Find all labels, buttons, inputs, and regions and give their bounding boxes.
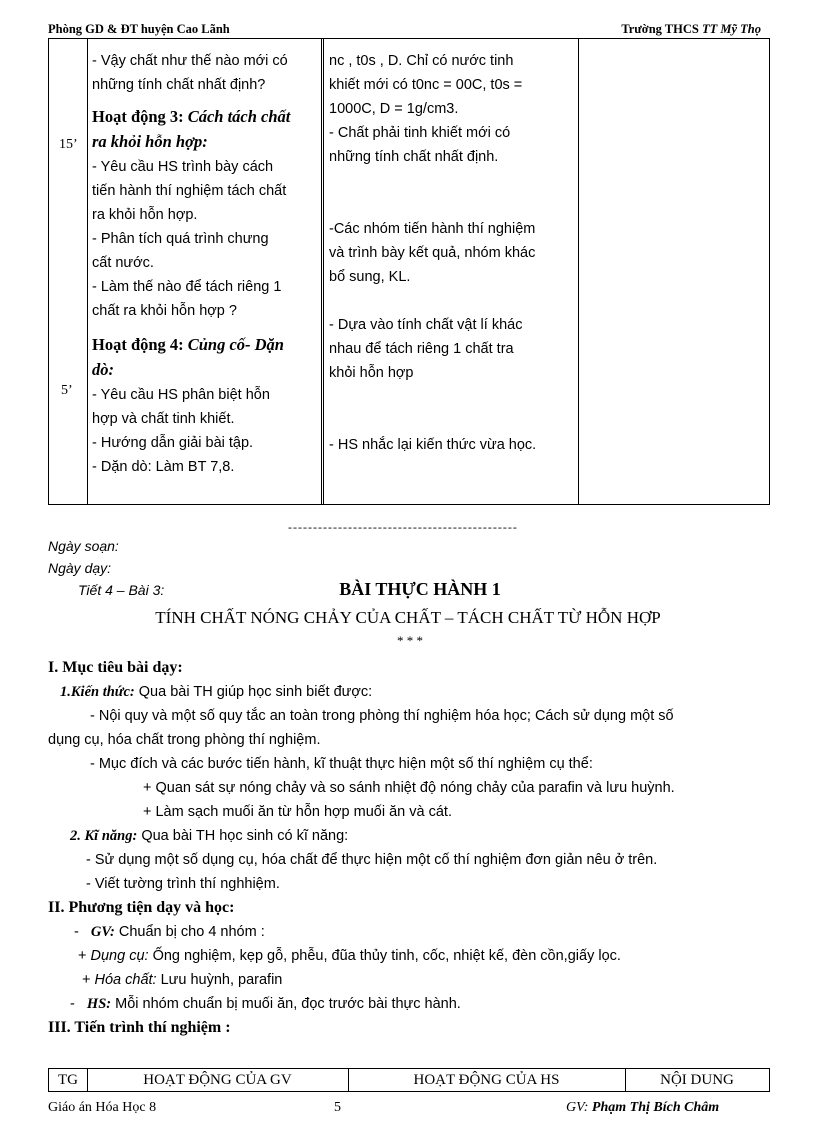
prep-date: Ngày soạn: — [48, 538, 119, 554]
skills-label: 2. Kĩ năng: — [70, 828, 138, 844]
skills-intro: Qua bài TH học sinh có kĩ năng: — [137, 828, 349, 844]
text-line: 1000C, D = 1g/cm3. — [329, 101, 459, 117]
activity-4-title-cont: dò: — [92, 360, 114, 379]
knowledge-intro: Qua bài TH giúp học sinh biết được: — [134, 684, 373, 700]
chemicals-text: Lưu huỳnh, parafin — [156, 972, 283, 988]
text-line: - Dựa vào tính chất vật lí khác — [329, 317, 523, 333]
student-prep-text: Mỗi nhóm chuẩn bị muối ăn, đọc trước bài thực hành. — [111, 996, 461, 1012]
text-line: - Làm thế nào để tách riêng 1 — [92, 279, 282, 295]
activity-3-label: Hoạt động 3: — [92, 107, 184, 126]
activity-table-continued — [48, 39, 770, 505]
activity-3-title: Cách tách chất — [187, 107, 291, 126]
header-school-name: TT Mỹ Thọ — [701, 22, 761, 36]
text-line: chất ra khỏi hỗn hợp ? — [92, 303, 237, 319]
text-line: khiết mới có t0nc = 00C, t0s = — [329, 77, 523, 93]
text-line: nhau để tách riêng 1 chất tra — [329, 341, 514, 357]
section-3-heading: III. Tiến trình thí nghiệm : — [48, 1019, 231, 1036]
table-divider — [87, 39, 88, 504]
text-line: dụng cụ, hóa chất trong phòng thí nghiệm. — [48, 732, 321, 748]
footer-teacher-name: Phạm Thị Bích Châm — [591, 1100, 720, 1115]
text-line: khỏi hỗn hợp — [329, 365, 414, 381]
header-right — [621, 22, 761, 37]
text-line: + Làm sạch muối ăn từ hỗn hợp muối ăn và cát. — [143, 804, 452, 820]
text-line: - Yêu cầu HS phân biệt hỗn — [92, 387, 270, 403]
column-header-content: NỘI DUNG — [660, 1072, 734, 1088]
section-separator: ---------------------------------------------- — [288, 520, 518, 534]
table-divider — [321, 39, 324, 504]
time-cell: 15’ — [59, 137, 78, 152]
equipment-label: Dụng cụ: — [90, 948, 149, 964]
text-line: - Hướng dẫn giải bài tập. — [92, 435, 254, 451]
teacher-prep-text: Chuẩn bị cho 4 nhóm : — [114, 924, 265, 940]
column-header-teacher: HOẠT ĐỘNG CỦA GV — [143, 1072, 292, 1088]
text-line: những tính chất nhất định. — [329, 149, 499, 165]
activity-4-label: Hoạt động 4: — [92, 335, 184, 354]
text-line: - Chất phải tinh khiết mới có — [329, 125, 511, 141]
title-ornament: * * * — [397, 633, 423, 648]
time-cell: 5’ — [61, 383, 73, 398]
text-line: - Vậy chất như thế nào mới có — [92, 53, 288, 69]
text-line: - Mục đích và các bước tiến hành, kĩ thuật thực hiện một số thí nghiệm cụ thể: — [90, 756, 593, 772]
teacher-activity-cell — [92, 49, 320, 479]
text-line: ra khỏi hỗn hợp. — [92, 207, 198, 223]
section-2-heading: II. Phương tiện dạy và học: — [48, 899, 235, 916]
text-line: - Sử dụng một số dụng cụ, hóa chất để thực hiện một cố thí nghiệm đơn giản nêu ở trên. — [86, 852, 658, 868]
knowledge-label: 1.Kiến thức: — [60, 684, 135, 700]
chemicals-label: Hóa chất: — [94, 972, 157, 988]
text-line: hợp và chất tinh khiết. — [92, 411, 235, 427]
text-line: -Các nhóm tiến hành thí nghiệm — [329, 221, 536, 237]
lesson-body: I. Mục tiêu bài dạy: 1.Kiến thức: Qua bài TH giúp học sinh biết được: - Nội quy và một số quy tắc an toàn trong phòng thí nghiệm hóa học; Cách sử dụng một số dụng cụ, hóa chất trong phòng thí nghiệm. - Mục đích và các bước tiến hành, kĩ thuật thực hiện một số thí nghiệm cụ thể: + Quan sát sự nóng chảy và so sánh nhiệt độ nóng chảy của parafin và lưu huỳnh. + Làm sạch muối ăn từ hỗn hợp muối ăn và cát. 2. Kĩ năng: Qua bài TH học sinh có kĩ năng: - Sử dụng một số dụng cụ, hóa chất để thực hiện một cố thí nghiệm đơn giản nêu ở trên. - Viết tường trình thí nghhiệm. II. Phương tiện dạy và học: - GV: Chuẩn bị cho 4 nhóm : + Dụng cụ: Ống nghiệm, kẹp gỗ, phễu, đũa thủy tinh, cốc, nhiệt kế, đèn cồn,giấy lọc. + Hóa chất: Lưu huỳnh, parafin - HS: Mỗi nhóm chuẩn bị muối ăn, đọc trước bài thực hành. III. Tiến trình thí nghiệm : — [48, 656, 776, 1040]
activity-3-title-cont: ra khỏi hỗn hợp: — [92, 132, 208, 151]
table-divider — [578, 39, 579, 504]
footer-teacher-label: GV: — [566, 1100, 589, 1115]
text-line: - Viết tường trình thí nghhiệm. — [86, 876, 280, 892]
teach-date: Ngày dạy: — [48, 560, 112, 576]
header-school: Trường THCS — [621, 22, 699, 36]
text-line: bổ sung, KL. — [329, 269, 411, 285]
text-line: - Dặn dò: Làm BT 7,8. — [92, 459, 235, 475]
column-header-time: TG — [58, 1072, 78, 1088]
student-prep-label: HS: — [86, 996, 112, 1012]
text-line: - Yêu cầu HS trình bày cách — [92, 159, 274, 175]
column-header-student: HOẠT ĐỘNG CỦA HS — [413, 1072, 560, 1088]
student-activity-cell — [329, 49, 575, 457]
text-line: nc , t0s , D. Chỉ có nước tinh — [329, 53, 514, 69]
text-line: và trình bày kết quả, nhóm khác — [329, 245, 536, 261]
footer-teacher — [566, 1100, 719, 1116]
procedure-table-header — [48, 1068, 770, 1092]
teacher-prep-label: GV: — [90, 924, 115, 940]
header-left: Phòng GD & ĐT huyện Cao Lãnh — [48, 22, 230, 36]
text-line: + Quan sát sự nóng chảy và so sánh nhiệt độ nóng chảy của parafin và lưu huỳnh. — [143, 780, 675, 796]
text-line: những tính chất nhất định? — [92, 77, 266, 93]
lesson-number: Tiết 4 – Bài 3: — [78, 582, 165, 598]
activity-4-title: Củng cố- Dặn — [187, 335, 284, 354]
lesson-subtitle: TÍNH CHẤT NÓNG CHẢY CỦA CHẤT – TÁCH CHẤT TỪ HỖN HỢP — [155, 608, 661, 627]
footer-subject: Giáo án Hóa Học 8 — [48, 1100, 157, 1115]
page-number: 5 — [334, 1100, 341, 1115]
text-line: - Nội quy và một số quy tắc an toàn trong phòng thí nghiệm hóa học; Cách sử dụng một số — [90, 708, 674, 724]
text-line: tiến hành thí nghiệm tách chất — [92, 183, 287, 199]
text-line: - HS nhắc lại kiến thức vừa học. — [329, 437, 537, 453]
section-1-heading: I. Mục tiêu bài dạy: — [48, 659, 183, 676]
text-line: - Phân tích quá trình chưng — [92, 231, 269, 247]
text-line: cất nước. — [92, 255, 154, 271]
lesson-title: BÀI THỰC HÀNH 1 — [339, 579, 501, 599]
equipment-text: Ống nghiệm, kẹp gỗ, phễu, đũa thủy tinh, cốc, nhiệt kế, đèn cồn,giấy lọc. — [148, 948, 621, 964]
